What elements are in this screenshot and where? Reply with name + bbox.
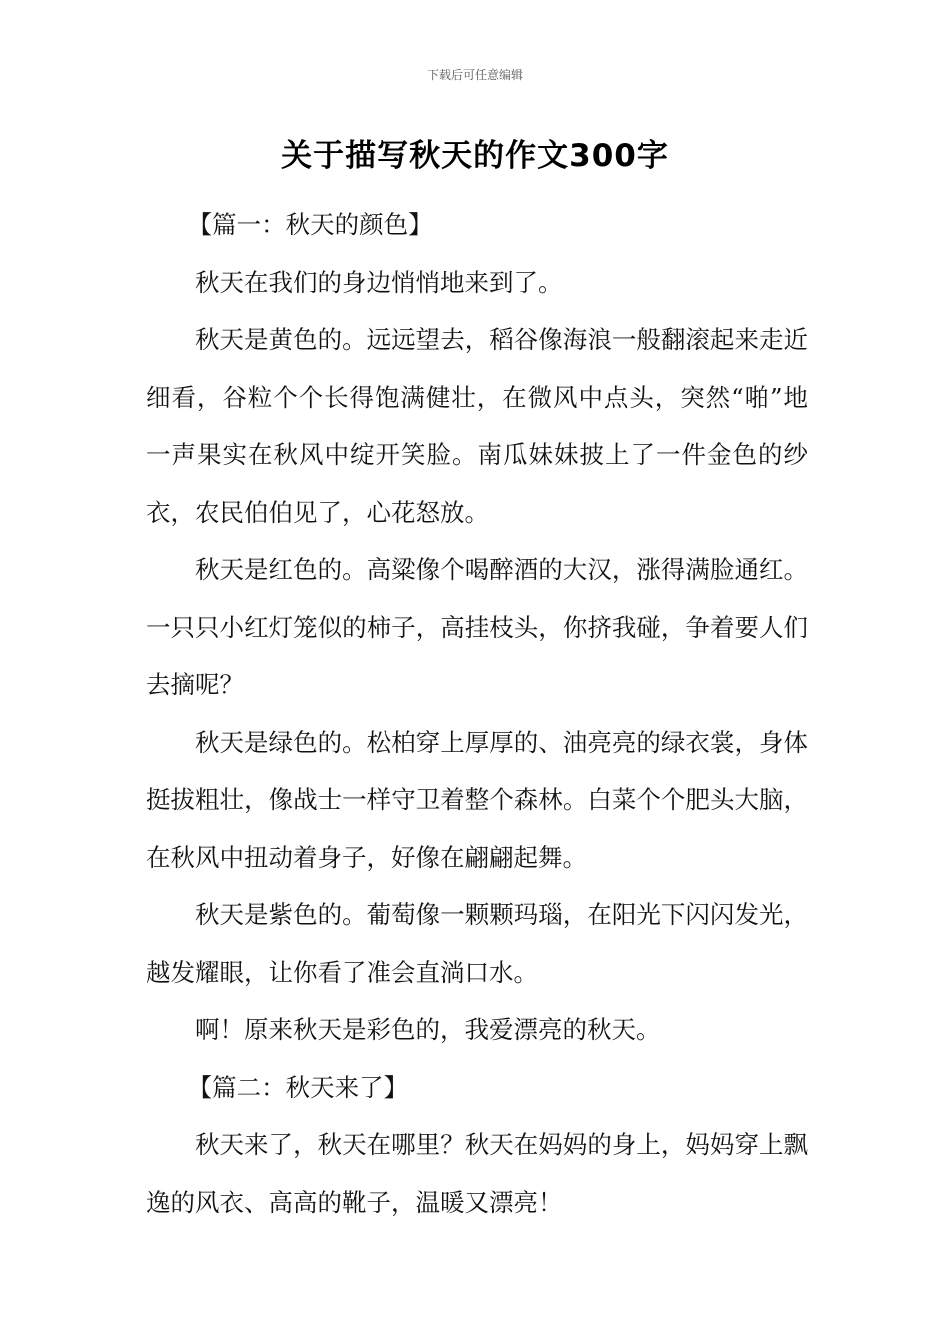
paragraph: 秋天是红色的。高粱像个喝醉酒的大汉，涨得满脸通红。一只只小红灯笼似的柿子，高挂枝头，你挤我碰，争着要人们去摘呢？ <box>146 555 808 699</box>
paragraph: 啊！原来秋天是彩色的，我爱漂亮的秋天。 <box>195 1015 661 1044</box>
paragraph: 秋天是黄色的。远远望去，稻谷像海浪一般翻滚起来走近细看，谷粒个个长得饱满健壮，在微风中点头，突然“啪”地一声果实在秋风中绽开笑脸。南瓜妹妹披上了一件金色的纱衣，农民伯伯见了，心花怒放。 <box>146 325 808 527</box>
paragraph: 秋天在我们的身边悄悄地来到了。 <box>195 267 563 297</box>
paragraph: 秋天是紫色的。葡萄像一颗颗玛瑙，在阳光下闪闪发光，越发耀眼，让你看了准会直淌口水。 <box>146 900 808 987</box>
section-heading-2: 【篇二：秋天来了】 <box>187 1072 409 1102</box>
header-note: 下载后可任意编辑 <box>426 68 523 82</box>
paragraph: 秋天来了，秋天在哪里？秋天在妈妈的身上，妈妈穿上飘逸的风衣、高高的靴子，温暖又漂亮！ <box>146 1130 808 1217</box>
document-body <box>146 196 808 1231</box>
section-heading-1: 【篇一：秋天的颜色】 <box>187 210 433 239</box>
document-title: 关于描写秋天的作文300字 <box>281 138 669 174</box>
paragraph: 秋天是绿色的。松柏穿上厚厚的、油亮亮的绿衣裳，身体挺拔粗壮，像战士一样守卫着整个森林。白菜个个肥头大脑，在秋风中扭动着身子，好像在翩翩起舞。 <box>146 727 808 872</box>
